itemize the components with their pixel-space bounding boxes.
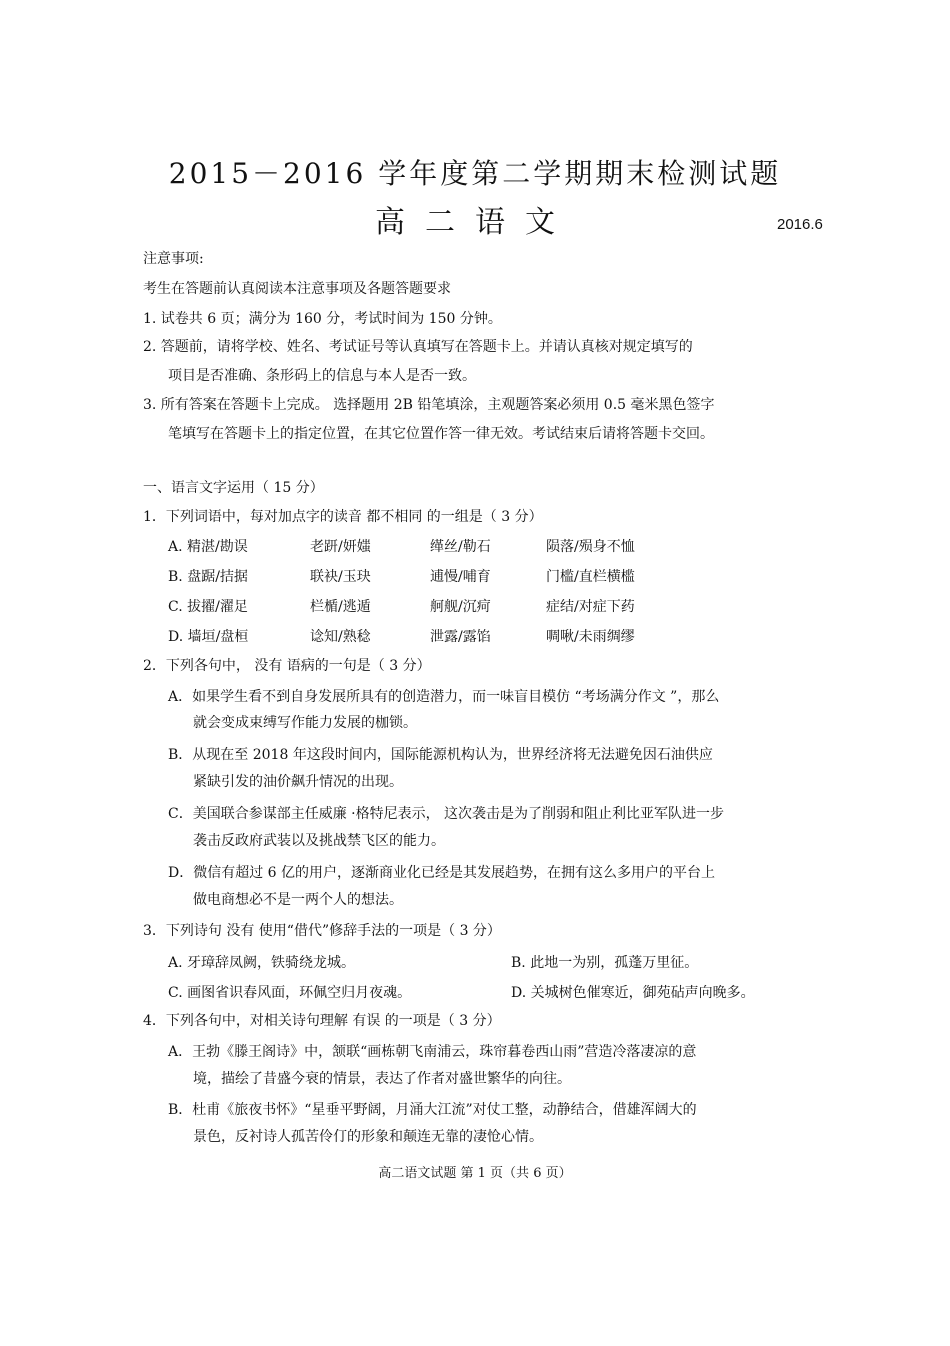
option-cell: 谂知/熟稔 (310, 629, 371, 645)
notes-intro: 考生在答题前认真阅读本注意事项及各题答题要求 (143, 281, 451, 297)
question-2-option: D．微信有超过 6 亿的用户，逐渐商业化已经是其发展趋势，在拥有这么多用户的平台上 (168, 865, 716, 881)
notes-item: 1. 试卷共 6 页；满分为 160 分，考试时间为 150 分钟。 (143, 311, 502, 327)
option-cell: 栏楯/逃遁 (310, 599, 371, 615)
option-cell: D. 墙垣/盘桓 (168, 629, 249, 645)
notes-item: 3. 所有答案在答题卡上完成。 选择题用 2B 铅笔填涂，主观题答案必须用 0.5 毫米黑色签字 (143, 397, 715, 413)
option-cell: 症结/对症下药 (546, 599, 635, 615)
notes-heading: 注意事项: (143, 251, 204, 267)
exam-date: 2016.6 (777, 216, 823, 233)
question-4-option: 境，描绘了昔盛今衰的情景，表达了作者对盛世繁华的向往。 (193, 1071, 571, 1087)
question-4-option: B．杜甫《旅夜书怀》“星垂平野阔，月涌大江流”对仗工整，动静结合，借雄浑阔大的 (168, 1102, 697, 1118)
option-cell: A. 精湛/勘误 (168, 539, 248, 555)
question-2-option: 做电商想必不是一两个人的想法。 (193, 892, 403, 908)
option-cell: B. 盘踞/拮据 (168, 569, 248, 585)
option-cell: 门槛/直栏横槛 (546, 569, 635, 585)
question-3-option: C. 画图省识春风面，环佩空归月夜魂。 (168, 985, 412, 1001)
notes-item: 项目是否准确、条形码上的信息与本人是否一致。 (168, 368, 476, 384)
option-cell: 泄露/露馅 (430, 629, 491, 645)
question-1-stem: 1．下列词语中，每对加点字的读音 都不相同 的一组是（ 3 分） (143, 509, 543, 525)
exam-title: 2015－2016 学年度第二学期期末检测试题 (168, 157, 782, 190)
question-2-option: C．美国联合参谋部主任威廉 ·格特尼表示， 这次袭击是为了削弱和阻止利比亚军队进一步 (168, 806, 725, 822)
question-4-stem: 4．下列各句中，对相关诗句理解 有误 的一项是（ 3 分） (143, 1013, 501, 1029)
question-4-option: A．王勃《滕王阁诗》中，颔联“画栋朝飞南浦云，珠帘暮卷西山雨”营造冷落凄凉的意 (168, 1044, 697, 1060)
question-3-option: B. 此地一为别，孤蓬万里征。 (511, 955, 699, 971)
question-2-option: 袭击反政府武装以及挑战禁飞区的能力。 (193, 833, 445, 849)
question-3-option: D. 关城树色催寒近，御苑砧声向晚多。 (511, 985, 755, 1001)
notes-item: 笔填写在答题卡上的指定位置，在其它位置作答一律无效。考试结束后请将答题卡交回。 (168, 426, 714, 442)
question-2-option: A．如果学生看不到自身发展所具有的创造潜力，而一味盲目模仿 “考场满分作文 ”，那么 (168, 689, 720, 705)
option-cell: 联袂/玉玦 (310, 569, 371, 585)
option-cell: 啁啾/未雨绸缪 (546, 629, 635, 645)
page-footer: 高二语文试题 第 1 页（共 6 页） (378, 1166, 572, 1181)
subject-title: 高二语文 (375, 205, 575, 240)
option-cell: 老趼/妍媸 (310, 539, 371, 555)
question-2-option: 紧缺引发的油价飙升情况的出现。 (193, 774, 403, 790)
question-3-stem: 3．下列诗句 没有 使用“借代”修辞手法的一项是（ 3 分） (143, 923, 501, 939)
option-cell: 陨落/殒身不恤 (546, 539, 635, 555)
section-heading: 一、语言文字运用（ 15 分） (143, 480, 324, 496)
question-3-option: A. 牙璋辞凤阙，铁骑绕龙城。 (168, 955, 356, 971)
question-2-option: B．从现在至 2018 年这段时间内，国际能源机构认为，世界经济将无法避免因石油供应 (168, 747, 713, 763)
question-2-stem: 2．下列各句中， 没有 语病的一句是（ 3 分） (143, 658, 431, 674)
question-4-option: 景色，反衬诗人孤苦伶仃的形象和颠连无靠的凄怆心情。 (193, 1129, 543, 1145)
option-cell: 逋慢/哺育 (430, 569, 491, 585)
notes-item: 2. 答题前，请将学校、姓名、考试证号等认真填写在答题卡上。并请认真核对规定填写的 (143, 339, 693, 355)
question-2-option: 就会变成束缚写作能力发展的枷锁。 (193, 715, 417, 731)
option-cell: 缂丝/勒石 (430, 539, 491, 555)
option-cell: C. 拔擢/濯足 (168, 599, 248, 615)
option-cell: 舸舰/沉疴 (430, 599, 491, 615)
